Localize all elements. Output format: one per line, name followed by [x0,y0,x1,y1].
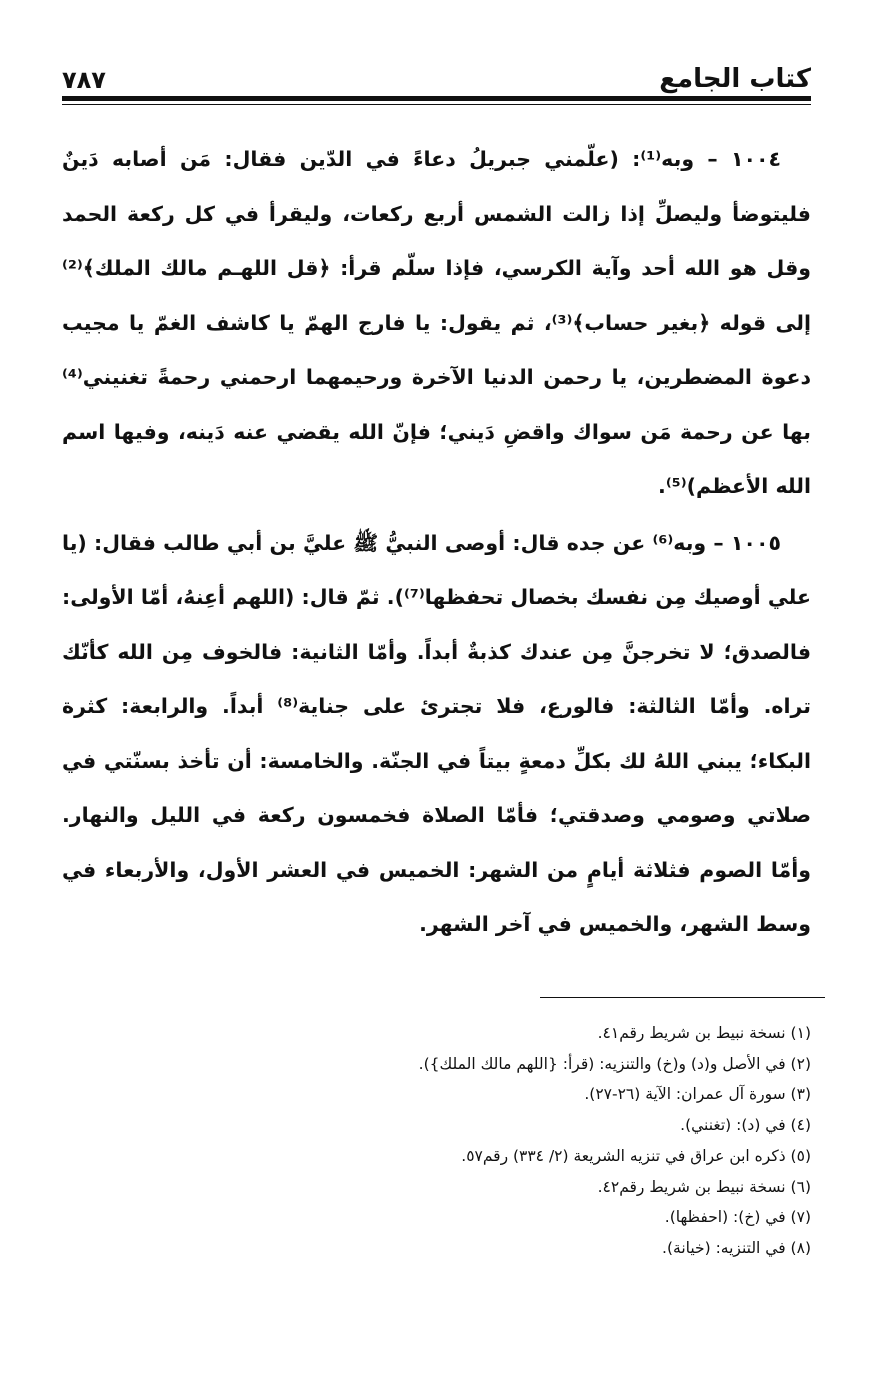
hadith-entry-1004: ١٠٠٤ – وبه⁽¹⁾: (علّمني جبريلُ دعاءً في الدّين فقال: مَن أصابه دَينٌ فليتوضأ وليصلِّ إذا زالت الشمس أربع ركعات، وليقرأ في كل ركعة الحمد وقل هو الله أحد وآية الكرسي، فإذا سلّم قرأ: ﴿قل اللهـم مالك الملك﴾⁽²⁾ إلى قوله ﴿بغير حساب﴾⁽³⁾، ثم يقول: يا فارج الهمّ يا كاشف الغمّ يا مجيب دعوة المضطرين، يا رحمن الدنيا الآخرة ورحيمهما ارحمني رحمةً تغنيني⁽⁴⁾ بها عن رحمة مَن سواك واقضِ دَيني؛ فإنّ الله يقضي عنه دَينه، وفيها اسم الله الأعظم)⁽⁵⁾. [62,147,811,498]
footnotes-list [62,1018,811,1264]
footnote-item: (٤) في (د): (تغنني). [680,1116,811,1135]
footnote-separator [540,997,825,998]
header-rule-thin [62,104,811,105]
footnote-item: (٥) ذكره ابن عراق في تنزيه الشريعة (٢/ ٣٣٤) رقم٥٧. [461,1146,811,1165]
footnote-item: (٣) سورة آل عمران: الآية (٢٦-٢٧). [584,1085,811,1104]
running-header [62,42,811,92]
book-title: كتاب الجامع [659,64,811,94]
hadith-entry-1005: ١٠٠٥ – وبه⁽⁶⁾ عن جده قال: أوصى النبيُّ ﷺ عليَّ بن أبي طالب فقال: (يا علي أوصيك مِن نفسك بخصال تحفظها⁽⁷⁾). ثمّ قال: (اللهم أعِنهُ، أمّا الأولى: فالصدق؛ لا تخرجنَّ مِن عندك كذبةٌ أبداً. وأمّا الثانية: فالخوف مِن الله كأنّك تراه. وأمّا الثالثة: فالورع، فلا تجترئ على جناية⁽⁸⁾ أبداً. والرابعة: كثرة البكاء؛ يبني اللهُ لك بكلِّ دمعةٍ بيتاً في الجنّة. والخامسة: أن تأخذ بسنّتي في صلاتي وصومي وصدقتي؛ فأمّا الصلاة فخمسون ركعة في الليل والنهار. وأمّا الصوم فثلاثة أيامٍ من الشهر: الخميس في العشر الأول، والأربعاء في وسط الشهر، والخميس في آخر الشهر. [62,530,811,936]
footnote-item: (٧) في (خ): (احفظها). [664,1208,811,1227]
footnote-item: (١) نسخة نبيط بن شريط رقم٤١. [597,1024,811,1042]
page-number: ٧٨٧ [62,66,106,94]
footnote-item: (٦) نسخة نبيط بن شريط رقم٤٢. [597,1177,811,1196]
main-text [62,132,811,952]
footnote-item: (٨) في التنزيه: (خيانة). [662,1238,811,1257]
footnote-item: (٢) في الأصل و(د) و(خ) والتنزيه: (قرأ: {اللهم مالك الملك}). [418,1054,811,1073]
header-rule-thick [62,96,811,101]
